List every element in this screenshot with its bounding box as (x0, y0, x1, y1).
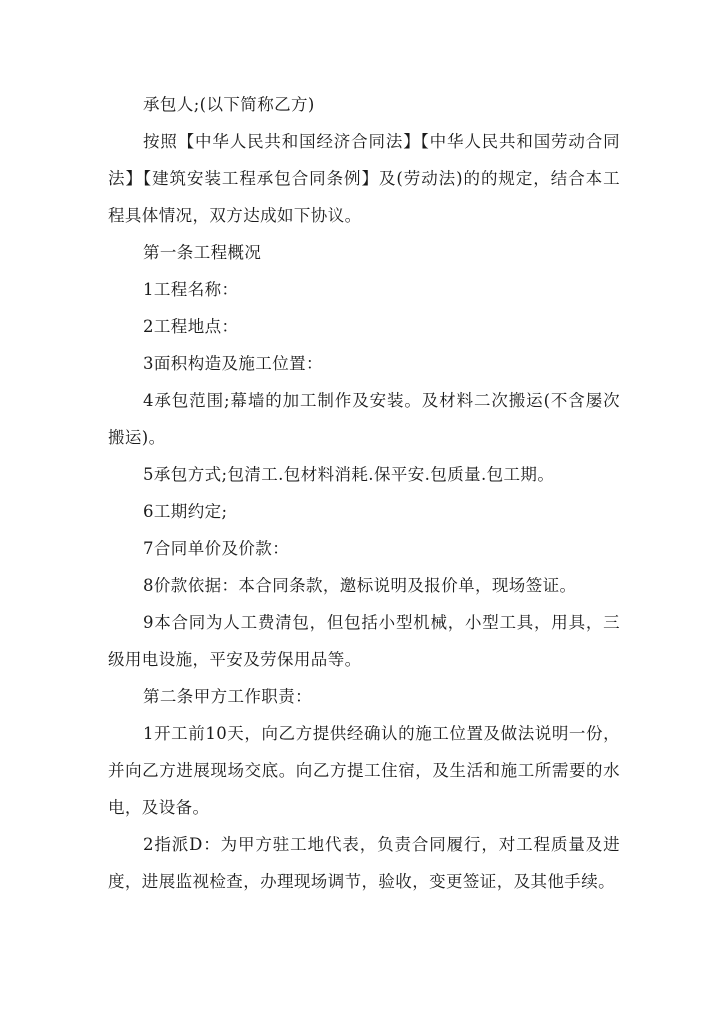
list-item: 5承包方式;包清工.包材料消耗.保平安.包质量.包工期。 (143, 465, 555, 484)
list-item: 3面积构造及施工位置： (143, 354, 323, 373)
list-item: 1工程名称： (143, 280, 239, 299)
list-item: 6工期约定; (143, 502, 228, 521)
document-body (108, 86, 620, 900)
list-item: 2工程地点： (143, 317, 239, 336)
list-item: 1开工前10天，向乙方提供经确认的施工位置及做法说明一份，并向乙方进展现场交底。向乙方提工住宿，及生活和施工所需要的水电，及设备。 (108, 724, 620, 817)
paragraph-contractor: 承包人;(以下简称乙方) (143, 95, 315, 114)
list-item: 8价款依据：本合同条款，邀标说明及报价单，现场签证。 (143, 576, 577, 595)
list-item: 4承包范围;幕墙的加工制作及安装。及材料二次搬运(不含屡次搬运)。 (108, 391, 620, 447)
paragraph-preamble: 按照【中华人民共和国经济合同法】【中华人民共和国劳动合同法】【建筑安装工程承包合同条例】及(劳动法)的的规定，结合本工程具体情况，双方达成如下协议。 (108, 132, 620, 225)
list-item: 2指派D：为甲方驻工地代表，负责合同履行，对工程质量及进度，进展监视检查，办理现场调节，验收，变更签证，及其他手续。 (108, 835, 620, 891)
section-heading-1: 第一条工程概况 (143, 243, 262, 262)
list-item: 7合同单价及价款： (143, 539, 290, 558)
list-item: 9本合同为人工费清包，但包括小型机械，小型工具，用具，三级用电设施，平安及劳保用品等。 (108, 613, 620, 669)
section-heading-2: 第二条甲方工作职责： (143, 687, 312, 706)
